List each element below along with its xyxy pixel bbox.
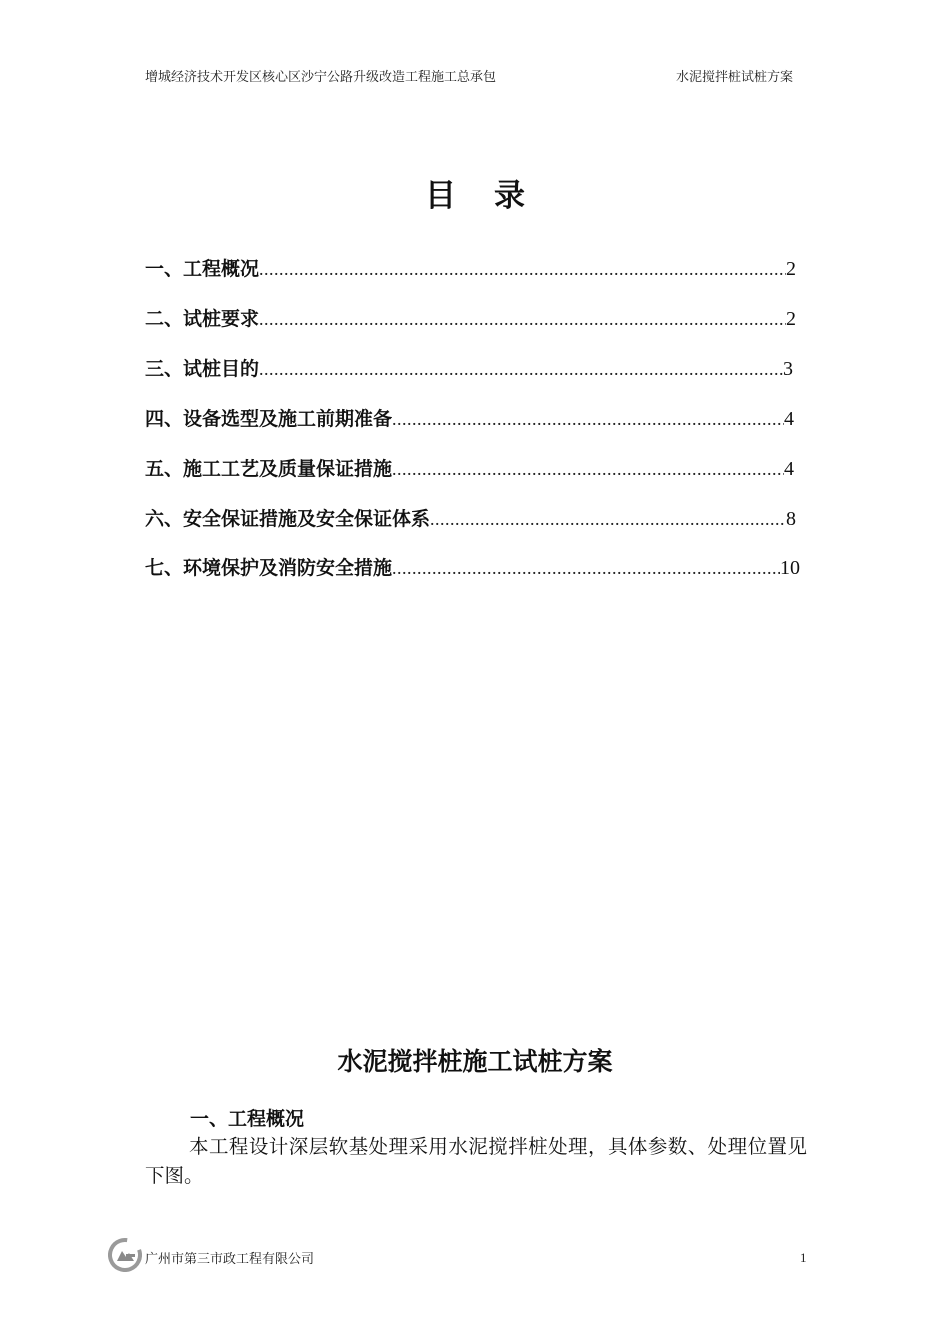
toc-entry-page: 2 [786, 258, 796, 280]
footer-page-number: 1 [800, 1250, 807, 1265]
company-logo-icon [108, 1238, 142, 1272]
toc-entry-label: 一、工程概况 [145, 258, 260, 280]
toc-entry-page: 3 [783, 358, 793, 380]
toc-entry-label: 五、施工工艺及质量保证措施 [145, 458, 393, 480]
toc-entry-page: 8 [786, 508, 796, 530]
toc-entry-label: 六、安全保证措施及安全保证体系 [145, 508, 431, 530]
toc-entry[interactable] [145, 454, 794, 482]
toc-entry-page: 4 [784, 458, 794, 480]
toc-entry-page: 2 [786, 308, 796, 330]
toc-dot-leader [430, 509, 786, 530]
header-doc-name: 水泥搅拌桩试桩方案 [676, 70, 794, 85]
toc-title: 目录 [425, 178, 563, 214]
toc-dot-leader [392, 558, 780, 579]
toc-dot-leader [392, 459, 784, 480]
footer-company-name: 广州市第三市政工程有限公司 [145, 1252, 315, 1267]
toc-dot-leader [259, 359, 783, 380]
toc-entry[interactable] [145, 553, 800, 581]
toc-entry[interactable] [145, 304, 796, 332]
toc-entry-label: 四、设备选型及施工前期准备 [145, 408, 393, 430]
toc-entry[interactable] [145, 354, 793, 382]
toc-dot-leader [392, 409, 784, 430]
toc-dot-leader [259, 309, 786, 330]
toc-entry[interactable] [145, 404, 794, 432]
body-paragraph: 本工程设计深层软基处理采用水泥搅拌桩处理，具体参数、处理位置见下图。 [145, 1135, 807, 1187]
document-title: 水泥搅拌桩施工试桩方案 [337, 1047, 613, 1076]
toc-dot-leader [259, 259, 786, 280]
section-heading: 一、工程概况 [190, 1108, 305, 1130]
toc-entry-label: 二、试桩要求 [145, 308, 260, 330]
toc-entry-label: 七、环境保护及消防安全措施 [145, 557, 393, 579]
toc-entry[interactable] [145, 254, 796, 282]
toc-entry-page: 10 [780, 557, 800, 579]
toc-entry-label: 三、试桩目的 [145, 358, 260, 380]
toc-entry-page: 4 [784, 408, 794, 430]
header-project-name: 增城经济技术开发区核心区沙宁公路升级改造工程施工总承包 [145, 70, 497, 85]
toc-entry[interactable] [145, 504, 796, 532]
